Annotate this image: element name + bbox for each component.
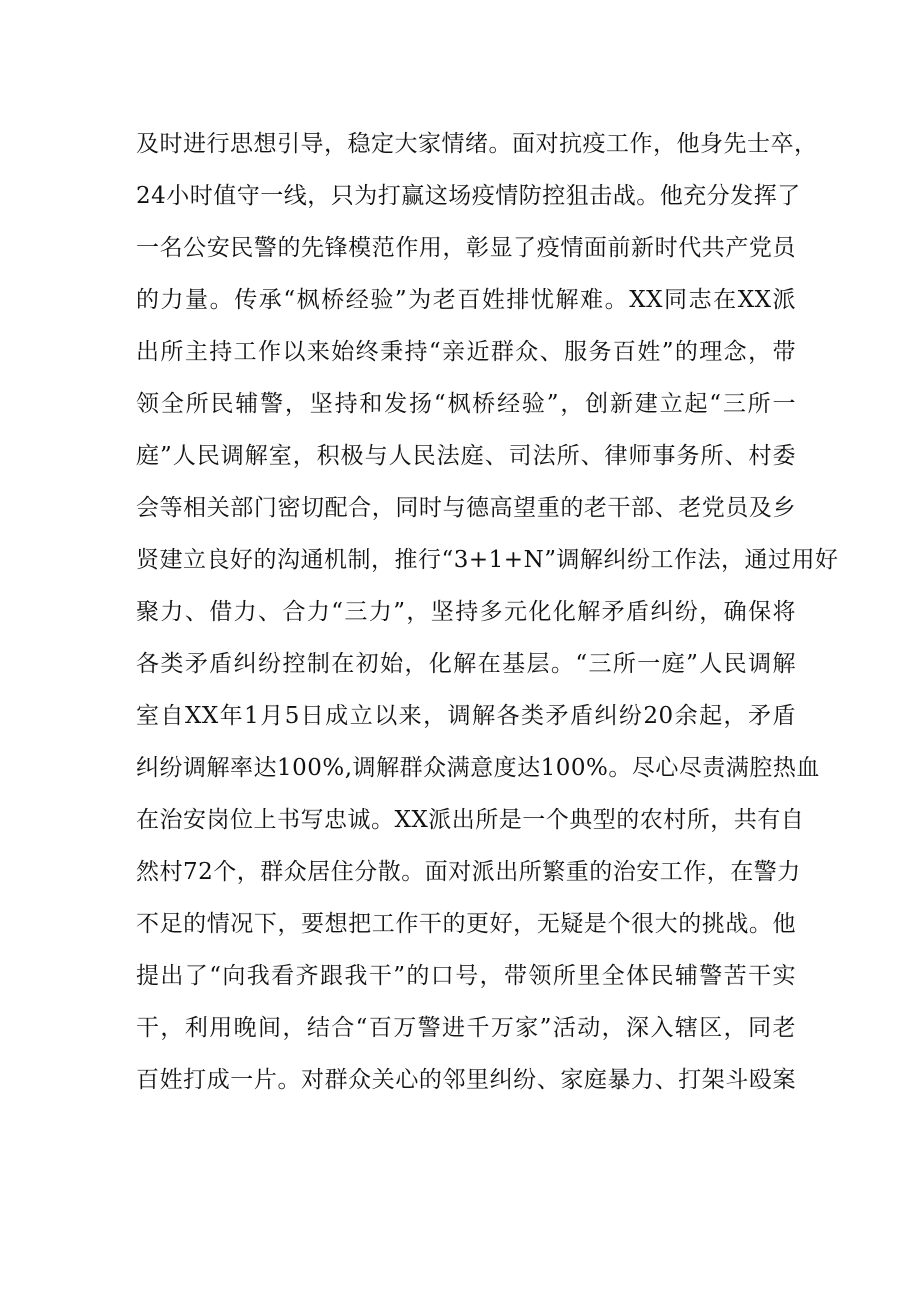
text-line: 然村72个，群众居住分散。面对派出所繁重的治安工作，在警力 — [136, 859, 801, 885]
text-line: 及时进行思想引导，稳定大家情绪。面对抗疫工作，他身先士卒， — [136, 131, 818, 157]
text-line: 室自XX年1月5日成立以来，调解各类矛盾纠纷20余起，矛盾 — [136, 703, 796, 729]
text-line: 一名公安民警的先锋模范作用，彰显了疫情面前新时代共产党员 — [136, 235, 796, 261]
text-line: 在治安岗位上书写忠诚。XX派出所是一个典型的农村所，共有自 — [136, 807, 805, 833]
text-line: 领全所民辅警，坚持和发扬“枫桥经验”，创新建立起“三所一 — [136, 391, 796, 417]
text-line: 百姓打成一片。对群众关心的邻里纠纷、家庭暴力、打架斗殴案 — [136, 1067, 796, 1093]
text-line: 干，利用晚间，结合“百万警进千万家”活动，深入辖区，同老 — [136, 1015, 796, 1041]
text-line: 不足的情况下，要想把工作干的更好，无疑是个很大的挑战。他 — [136, 911, 796, 937]
body-text — [136, 118, 839, 1106]
text-line: 庭”人民调解室，积极与人民法庭、司法所、律师事务所、村委 — [136, 443, 796, 469]
text-line: 各类矛盾纠纷控制在初始，化解在基层。“三所一庭”人民调解 — [136, 651, 796, 677]
text-line: 24小时值守一线，只为打赢这场疫情防控狙击战。他充分发挥了 — [136, 183, 801, 209]
text-line: 贤建立良好的沟通机制，推行“3+1+N”调解纠纷工作法，通过用好 — [136, 547, 839, 573]
text-line: 的力量。传承“枫桥经验”为老百姓排忧解难。XX同志在XX派 — [136, 287, 796, 313]
text-line: 会等相关部门密切配合，同时与德高望重的老干部、老党员及乡 — [136, 495, 796, 521]
text-line: 纠纷调解率达100%,调解群众满意度达100%。尽心尽责满腔热血 — [136, 755, 820, 781]
text-line: 提出了“向我看齐跟我干”的口号，带领所里全体民辅警苦干实 — [136, 963, 796, 989]
text-line: 聚力、借力、合力“三力”，坚持多元化化解矛盾纠纷，确保将 — [136, 599, 796, 625]
text-line: 出所主持工作以来始终秉持“亲近群众、服务百姓”的理念，带 — [136, 339, 796, 365]
